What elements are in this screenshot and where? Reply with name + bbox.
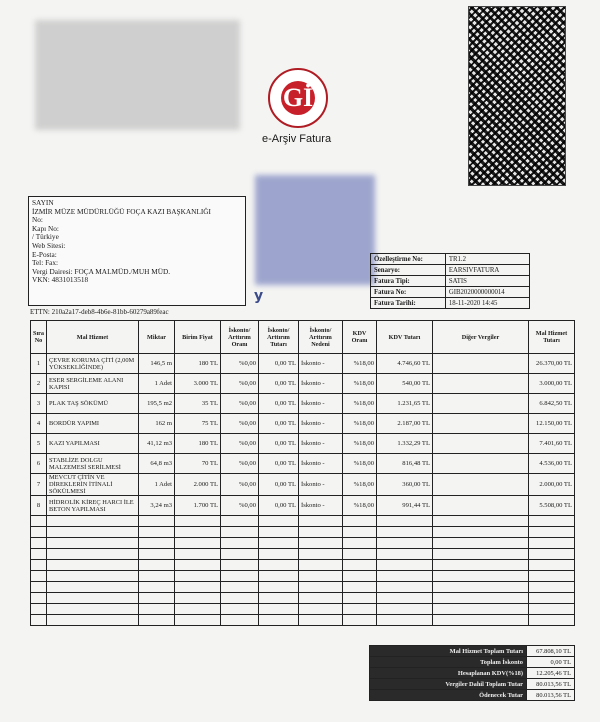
- item-total: 26.370,00 TL: [529, 354, 575, 374]
- item-quantity: 146,5 m: [139, 354, 175, 374]
- signature-mark: y: [254, 288, 264, 304]
- totals-row: [370, 646, 575, 657]
- vat-rate: %18,00: [343, 474, 377, 496]
- item-name: BORDÜR YAPIMI: [47, 414, 139, 434]
- vat-amount: 360,00 TL: [377, 474, 433, 496]
- customer-line: No:: [32, 215, 43, 225]
- totals-value: 0,00 TL: [527, 657, 575, 668]
- totals-value: 80.013,56 TL: [527, 679, 575, 690]
- empty-row: [31, 538, 575, 549]
- empty-cell: [299, 538, 343, 549]
- empty-cell: [31, 527, 47, 538]
- items-table: [30, 320, 575, 626]
- empty-cell: [433, 593, 529, 604]
- empty-cell: [31, 516, 47, 527]
- empty-cell: [433, 516, 529, 527]
- empty-cell: [221, 549, 259, 560]
- empty-cell: [221, 538, 259, 549]
- empty-cell: [259, 538, 299, 549]
- empty-cell: [377, 615, 433, 626]
- customer-line: SAYIN: [32, 198, 54, 207]
- totals-label: Vergiler Dahil Toplam Tutar: [370, 679, 527, 690]
- item-name: ESER SERGİLEME ALANI KAPISI: [47, 374, 139, 394]
- discount-rate: %0,00: [221, 496, 259, 516]
- item-quantity: 64,8 m3: [139, 454, 175, 474]
- empty-cell: [433, 549, 529, 560]
- discount-amount: 0,00 TL: [259, 454, 299, 474]
- item-quantity: 195,5 m2: [139, 394, 175, 414]
- item-unit-price: 1.700 TL: [175, 496, 221, 516]
- table-row: [31, 414, 575, 434]
- empty-cell: [47, 593, 139, 604]
- discount-rate: %0,00: [221, 394, 259, 414]
- row-number: 3: [31, 394, 47, 414]
- empty-row: [31, 604, 575, 615]
- empty-cell: [343, 615, 377, 626]
- empty-cell: [529, 593, 575, 604]
- empty-row: [31, 516, 575, 527]
- empty-cell: [139, 560, 175, 571]
- redacted-seller-info: [35, 20, 240, 130]
- discount-rate: %0,00: [221, 454, 259, 474]
- table-row: [31, 474, 575, 496]
- empty-cell: [259, 582, 299, 593]
- other-taxes: [433, 374, 529, 394]
- empty-cell: [433, 538, 529, 549]
- empty-cell: [31, 549, 47, 560]
- table-row: [31, 434, 575, 454]
- empty-cell: [175, 516, 221, 527]
- discount-reason: İskonto -: [299, 374, 343, 394]
- item-unit-price: 35 TL: [175, 394, 221, 414]
- row-number: 5: [31, 434, 47, 454]
- row-number: 7: [31, 474, 47, 496]
- vat-amount: 2.187,00 TL: [377, 414, 433, 434]
- row-number: 6: [31, 454, 47, 474]
- empty-cell: [343, 538, 377, 549]
- meta-row: [371, 298, 530, 309]
- empty-cell: [299, 593, 343, 604]
- meta-row: [371, 276, 530, 287]
- empty-cell: [529, 560, 575, 571]
- table-row: [31, 454, 575, 474]
- other-taxes: [433, 394, 529, 414]
- column-header: Sıra No: [31, 321, 47, 354]
- empty-cell: [343, 527, 377, 538]
- document-type-title: e-Arşiv Fatura: [262, 133, 332, 145]
- table-row: [31, 354, 575, 374]
- meta-value: EARSIVFATURA: [445, 265, 529, 276]
- empty-cell: [259, 604, 299, 615]
- empty-cell: [175, 538, 221, 549]
- empty-cell: [221, 582, 259, 593]
- empty-cell: [47, 604, 139, 615]
- empty-cell: [433, 582, 529, 593]
- empty-cell: [47, 571, 139, 582]
- vat-rate: %18,00: [343, 454, 377, 474]
- gib-logo: [268, 68, 328, 128]
- empty-cell: [47, 527, 139, 538]
- column-header: Mal Hizmet: [47, 321, 139, 354]
- discount-reason: İskonto -: [299, 354, 343, 374]
- empty-cell: [31, 604, 47, 615]
- item-quantity: 1 Adet: [139, 474, 175, 496]
- empty-cell: [221, 516, 259, 527]
- vat-amount: 991,44 TL: [377, 496, 433, 516]
- discount-rate: %0,00: [221, 354, 259, 374]
- empty-cell: [139, 582, 175, 593]
- meta-value: GIB2020000000014: [445, 287, 529, 298]
- ettn: ETTN: 210a2a17-deb8-4b6e-81bb-60279a89feac: [30, 308, 169, 316]
- empty-cell: [31, 615, 47, 626]
- empty-cell: [175, 582, 221, 593]
- discount-rate: %0,00: [221, 414, 259, 434]
- logo-text: Gİ: [282, 83, 314, 112]
- item-total: 4.536,00 TL: [529, 454, 575, 474]
- empty-cell: [31, 593, 47, 604]
- discount-amount: 0,00 TL: [259, 394, 299, 414]
- empty-cell: [175, 604, 221, 615]
- empty-cell: [377, 593, 433, 604]
- empty-cell: [433, 615, 529, 626]
- meta-row: [371, 254, 530, 265]
- row-number: 4: [31, 414, 47, 434]
- customer-line: İZMİR MÜZE MÜDÜRLÜĞÜ FOÇA KAZI BAŞKANLIĞI: [32, 206, 211, 216]
- empty-cell: [529, 571, 575, 582]
- vat-rate: %18,00: [343, 374, 377, 394]
- totals-label: Toplam İskonto: [370, 657, 527, 668]
- empty-cell: [221, 527, 259, 538]
- discount-reason: İskonto -: [299, 414, 343, 434]
- vat-amount: 1.231,65 TL: [377, 394, 433, 414]
- discount-amount: 0,00 TL: [259, 496, 299, 516]
- empty-cell: [343, 560, 377, 571]
- column-header: Miktar: [139, 321, 175, 354]
- empty-row: [31, 560, 575, 571]
- item-name: STABLİZE DOLGU MALZEMESİ SERİLMESİ: [47, 454, 139, 474]
- empty-cell: [221, 571, 259, 582]
- empty-cell: [299, 516, 343, 527]
- empty-cell: [31, 538, 47, 549]
- discount-reason: İskonto -: [299, 434, 343, 454]
- discount-reason: İskonto -: [299, 394, 343, 414]
- customer-line: Kapı No:: [32, 223, 59, 233]
- vat-amount: 4.746,60 TL: [377, 354, 433, 374]
- column-header: İskonto/ Arttırım Oranı: [221, 321, 259, 354]
- empty-cell: [259, 615, 299, 626]
- meta-label: Fatura Tarihi:: [371, 298, 446, 309]
- empty-cell: [221, 560, 259, 571]
- table-row: [31, 496, 575, 516]
- discount-amount: 0,00 TL: [259, 354, 299, 374]
- customer-line: / Türkiye: [32, 232, 59, 242]
- empty-cell: [529, 516, 575, 527]
- other-taxes: [433, 474, 529, 496]
- gib-logo-mark: [281, 81, 315, 115]
- empty-cell: [377, 549, 433, 560]
- empty-cell: [221, 615, 259, 626]
- empty-cell: [139, 615, 175, 626]
- empty-cell: [259, 593, 299, 604]
- empty-cell: [377, 582, 433, 593]
- item-name: MEVCUT ÇİTİN VE DİREKLERİN İTİNALİ SÖKÜLMESİ: [47, 474, 139, 496]
- empty-cell: [31, 582, 47, 593]
- discount-reason: İskonto -: [299, 474, 343, 496]
- customer-line: E-Posta:: [32, 249, 57, 259]
- table-row: [31, 394, 575, 414]
- vat-rate: %18,00: [343, 354, 377, 374]
- empty-cell: [31, 571, 47, 582]
- item-total: 5.508,00 TL: [529, 496, 575, 516]
- discount-amount: 0,00 TL: [259, 374, 299, 394]
- column-header: Birim Fiyat: [175, 321, 221, 354]
- item-total: 6.842,50 TL: [529, 394, 575, 414]
- other-taxes: [433, 434, 529, 454]
- totals-row: [370, 690, 575, 701]
- empty-row: [31, 615, 575, 626]
- empty-cell: [433, 571, 529, 582]
- customer-line: Vergi Dairesi: FOÇA MALMÜD./MUH MÜD.: [32, 266, 171, 276]
- item-quantity: 1 Adet: [139, 374, 175, 394]
- empty-cell: [175, 593, 221, 604]
- row-number: 2: [31, 374, 47, 394]
- vat-rate: %18,00: [343, 394, 377, 414]
- item-name: KAZI YAPILMASI: [47, 434, 139, 454]
- empty-cell: [299, 615, 343, 626]
- row-number: 8: [31, 496, 47, 516]
- empty-cell: [47, 615, 139, 626]
- meta-label: Özelleştirme No:: [371, 254, 446, 265]
- empty-cell: [433, 527, 529, 538]
- vat-rate: %18,00: [343, 414, 377, 434]
- item-name: PLAK TAŞ SÖKÜMÜ: [47, 394, 139, 414]
- empty-cell: [175, 571, 221, 582]
- other-taxes: [433, 496, 529, 516]
- vat-amount: 540,00 TL: [377, 374, 433, 394]
- item-unit-price: 2.000 TL: [175, 474, 221, 496]
- totals-label: Mal Hizmet Toplam Tutarı: [370, 646, 527, 657]
- item-unit-price: 3.000 TL: [175, 374, 221, 394]
- empty-cell: [343, 604, 377, 615]
- empty-cell: [529, 538, 575, 549]
- meta-value: TR1.2: [445, 254, 529, 265]
- item-quantity: 41,12 m3: [139, 434, 175, 454]
- empty-cell: [529, 549, 575, 560]
- empty-cell: [139, 527, 175, 538]
- empty-cell: [175, 527, 221, 538]
- item-quantity: 162 m: [139, 414, 175, 434]
- discount-amount: 0,00 TL: [259, 414, 299, 434]
- empty-row: [31, 582, 575, 593]
- vat-amount: 816,48 TL: [377, 454, 433, 474]
- empty-cell: [343, 516, 377, 527]
- item-unit-price: 70 TL: [175, 454, 221, 474]
- empty-cell: [377, 538, 433, 549]
- customer-box: [28, 196, 246, 306]
- totals-value: 12.205,46 TL: [527, 668, 575, 679]
- empty-cell: [259, 516, 299, 527]
- empty-cell: [377, 527, 433, 538]
- empty-row: [31, 571, 575, 582]
- column-header: KDV Oranı: [343, 321, 377, 354]
- vat-rate: %18,00: [343, 496, 377, 516]
- totals-label: Ödenecek Tutar: [370, 690, 527, 701]
- empty-cell: [299, 560, 343, 571]
- discount-amount: 0,00 TL: [259, 474, 299, 496]
- empty-cell: [139, 593, 175, 604]
- empty-cell: [259, 560, 299, 571]
- column-header: İskonto/ Arttırım Nedeni: [299, 321, 343, 354]
- vat-amount: 1.332,29 TL: [377, 434, 433, 454]
- empty-cell: [175, 560, 221, 571]
- empty-cell: [299, 604, 343, 615]
- empty-cell: [377, 571, 433, 582]
- empty-cell: [31, 560, 47, 571]
- empty-row: [31, 527, 575, 538]
- meta-value: SATIS: [445, 276, 529, 287]
- qr-code: [468, 6, 566, 186]
- empty-cell: [343, 571, 377, 582]
- meta-value: 18-11-2020 14:45: [445, 298, 529, 309]
- empty-cell: [529, 582, 575, 593]
- empty-cell: [299, 527, 343, 538]
- column-header: İskonto/ Arttırım Tutarı: [259, 321, 299, 354]
- empty-row: [31, 593, 575, 604]
- empty-cell: [433, 560, 529, 571]
- empty-cell: [433, 604, 529, 615]
- empty-cell: [299, 582, 343, 593]
- empty-cell: [259, 549, 299, 560]
- empty-cell: [139, 516, 175, 527]
- discount-rate: %0,00: [221, 434, 259, 454]
- empty-cell: [529, 604, 575, 615]
- customer-line: Web Sitesi:: [32, 240, 66, 250]
- empty-cell: [259, 527, 299, 538]
- discount-amount: 0,00 TL: [259, 434, 299, 454]
- row-number: 1: [31, 354, 47, 374]
- item-total: 2.000,00 TL: [529, 474, 575, 496]
- item-name: HİDROLİK KİREÇ HARCI İLE BETON YAPILMASI: [47, 496, 139, 516]
- empty-cell: [139, 571, 175, 582]
- totals-row: [370, 679, 575, 690]
- table-row: [31, 374, 575, 394]
- totals-label: Hesaplanan KDV(%18): [370, 668, 527, 679]
- empty-cell: [47, 516, 139, 527]
- totals-value: 67.808,10 TL: [527, 646, 575, 657]
- meta-label: Fatura No:: [371, 287, 446, 298]
- totals-table: [369, 645, 575, 701]
- item-unit-price: 180 TL: [175, 434, 221, 454]
- empty-cell: [175, 615, 221, 626]
- other-taxes: [433, 454, 529, 474]
- empty-cell: [377, 560, 433, 571]
- empty-cell: [259, 571, 299, 582]
- empty-cell: [139, 549, 175, 560]
- discount-reason: İskonto -: [299, 496, 343, 516]
- empty-cell: [529, 527, 575, 538]
- item-unit-price: 75 TL: [175, 414, 221, 434]
- totals-row: [370, 657, 575, 668]
- other-taxes: [433, 354, 529, 374]
- empty-cell: [343, 593, 377, 604]
- column-header: Mal Hizmet Tutarı: [529, 321, 575, 354]
- discount-rate: %0,00: [221, 474, 259, 496]
- empty-cell: [47, 560, 139, 571]
- item-quantity: 3,24 m3: [139, 496, 175, 516]
- discount-reason: İskonto -: [299, 454, 343, 474]
- empty-cell: [377, 516, 433, 527]
- redacted-stamp: [255, 175, 375, 285]
- empty-cell: [343, 549, 377, 560]
- column-header: KDV Tutarı: [377, 321, 433, 354]
- item-total: 3.000,00 TL: [529, 374, 575, 394]
- other-taxes: [433, 414, 529, 434]
- empty-cell: [343, 582, 377, 593]
- empty-cell: [47, 538, 139, 549]
- empty-cell: [221, 604, 259, 615]
- customer-line: Tel: Fax:: [32, 258, 59, 268]
- meta-label: Senaryo:: [371, 265, 446, 276]
- empty-cell: [377, 604, 433, 615]
- item-unit-price: 180 TL: [175, 354, 221, 374]
- customer-line: VKN: 4831013518: [32, 275, 89, 285]
- empty-cell: [139, 604, 175, 615]
- empty-cell: [221, 593, 259, 604]
- empty-cell: [47, 582, 139, 593]
- totals-value: 80.013,56 TL: [527, 690, 575, 701]
- column-header: Diğer Vergiler: [433, 321, 529, 354]
- meta-row: [371, 265, 530, 276]
- empty-cell: [175, 549, 221, 560]
- invoice-meta-table: [370, 253, 530, 309]
- meta-label: Fatura Tipi:: [371, 276, 446, 287]
- meta-row: [371, 287, 530, 298]
- empty-row: [31, 549, 575, 560]
- vat-rate: %18,00: [343, 434, 377, 454]
- empty-cell: [299, 571, 343, 582]
- item-name: ÇEVRE KORUMA ÇİTİ (2,00M YÜKSEKLİĞİNDE): [47, 354, 139, 374]
- empty-cell: [139, 538, 175, 549]
- empty-cell: [47, 549, 139, 560]
- item-total: 7.401,60 TL: [529, 434, 575, 454]
- empty-cell: [299, 549, 343, 560]
- discount-rate: %0,00: [221, 374, 259, 394]
- totals-row: [370, 668, 575, 679]
- empty-cell: [529, 615, 575, 626]
- item-total: 12.150,00 TL: [529, 414, 575, 434]
